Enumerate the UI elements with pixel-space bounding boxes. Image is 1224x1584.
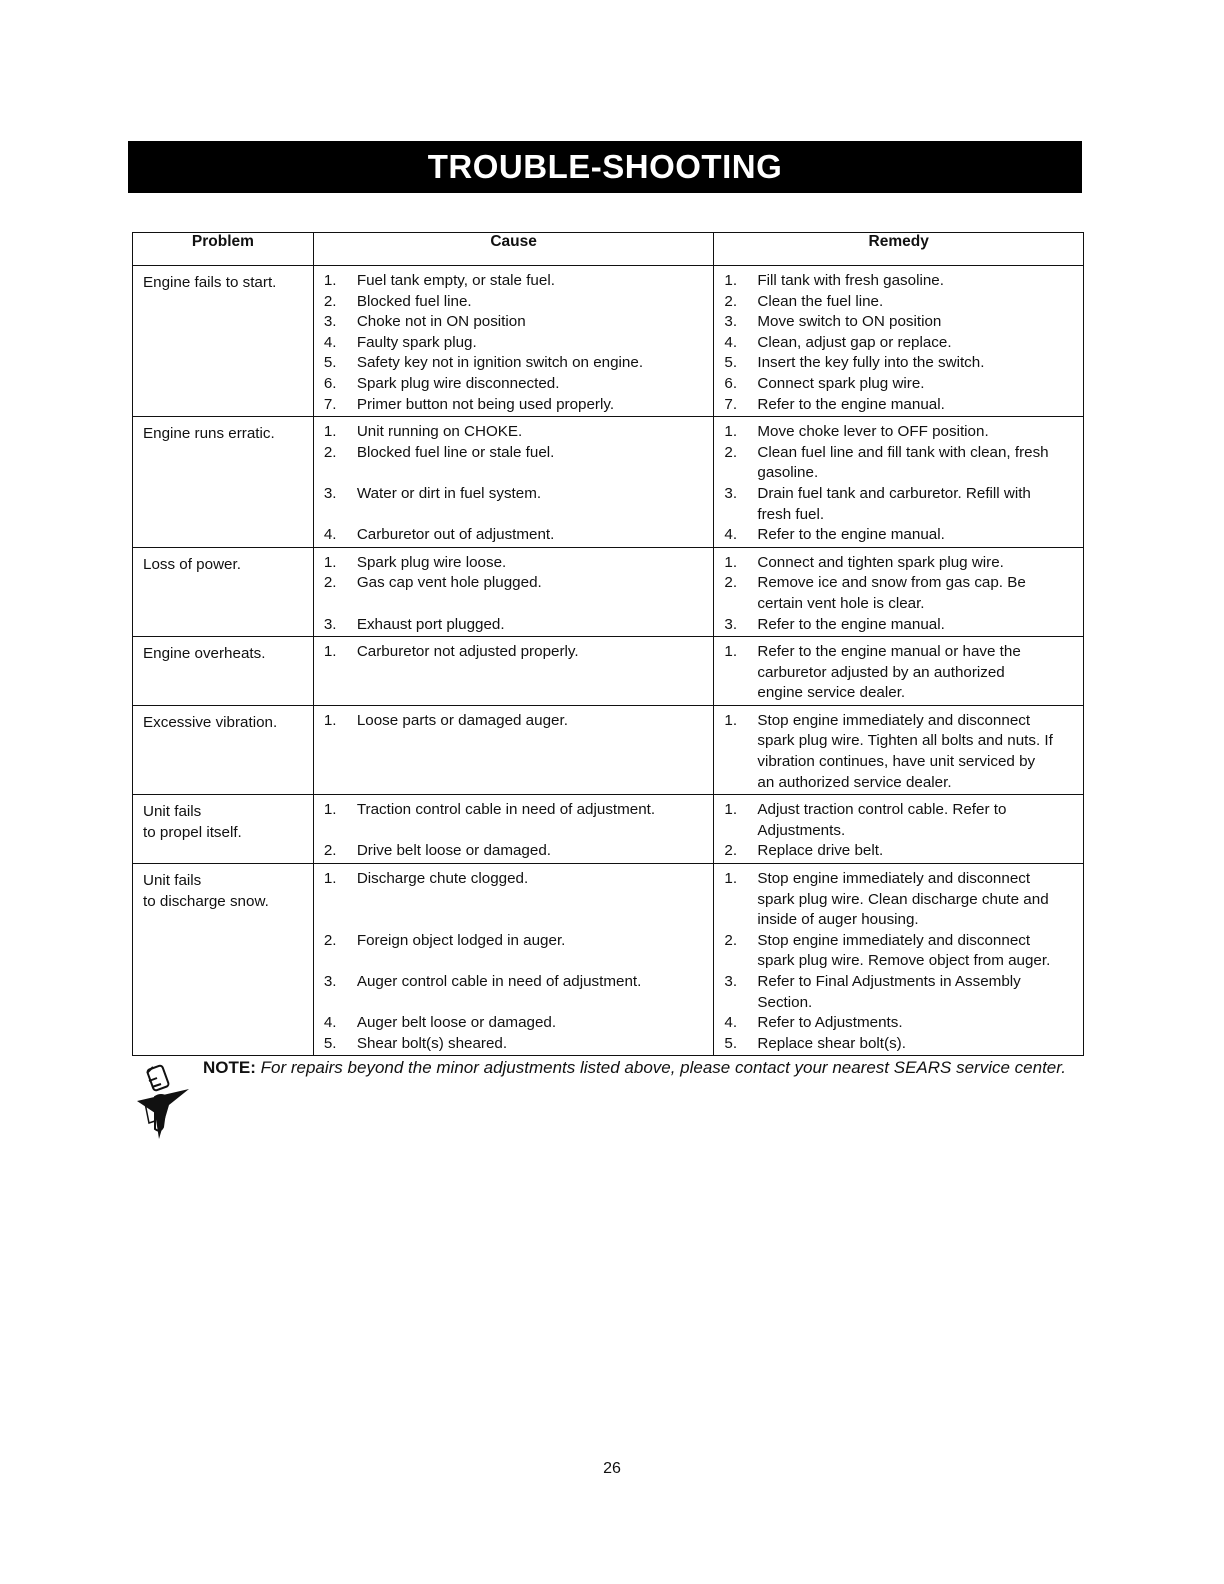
item-text xyxy=(757,333,1083,354)
item-number: 1. xyxy=(724,423,738,441)
item-number: 1. xyxy=(323,423,337,441)
item-text-line: Primer button not being used properly. xyxy=(356,395,615,413)
item-text-line: Insert the key fully into the switch. xyxy=(757,354,985,372)
item-text xyxy=(357,1013,714,1034)
item-text-line: Refer to the engine manual or have the xyxy=(757,643,1021,661)
item-number: 7. xyxy=(323,395,337,413)
list-item xyxy=(314,484,714,525)
item-text-line: Unit running on CHOKE. xyxy=(356,423,523,441)
item-number: 2. xyxy=(323,574,337,592)
page-number: 26 xyxy=(603,1460,621,1477)
list-item xyxy=(714,841,1083,862)
item-number: 4. xyxy=(323,526,337,544)
item-text-line: Move switch to ON position xyxy=(757,313,942,331)
cause-list xyxy=(314,548,714,636)
list-item xyxy=(314,1034,714,1055)
list-item xyxy=(314,972,714,1013)
item-number: 2. xyxy=(323,842,337,860)
remedy-list xyxy=(714,795,1083,863)
list-item xyxy=(314,353,714,374)
item-number: 3. xyxy=(323,615,337,633)
item-text xyxy=(357,292,714,313)
list-item xyxy=(714,271,1083,292)
item-text-line: Refer to Adjustments. xyxy=(757,1014,903,1032)
table-row xyxy=(133,705,1084,794)
item-text xyxy=(357,869,714,931)
item-text-line: gasoline. xyxy=(757,464,819,482)
list-item xyxy=(714,931,1083,972)
item-text xyxy=(757,395,1083,416)
item-text xyxy=(357,525,714,546)
remedy-list xyxy=(714,417,1083,547)
list-item xyxy=(714,553,1083,574)
item-number: 1. xyxy=(323,272,337,289)
item-text xyxy=(357,642,714,663)
item-number: 1. xyxy=(323,870,337,888)
list-item xyxy=(714,972,1083,1013)
list-item xyxy=(714,312,1083,333)
item-number: 5. xyxy=(724,1034,738,1052)
spacer xyxy=(357,910,710,931)
list-item xyxy=(314,615,714,636)
item-number: 4. xyxy=(323,333,337,351)
list-item xyxy=(714,642,1083,704)
item-text xyxy=(757,422,1083,443)
page-title: TROUBLE-SHOOTING xyxy=(128,141,1082,193)
item-text xyxy=(357,333,714,354)
item-text-line: Spark plug wire loose. xyxy=(356,553,507,571)
remedy-list xyxy=(714,266,1083,416)
remedy-cell xyxy=(714,795,1084,864)
remedy-list xyxy=(714,706,1083,794)
table-row xyxy=(133,864,1084,1056)
item-text-line: Refer to Final Adjustments in Assembly xyxy=(757,973,1021,990)
problem-text: Engine runs erratic. xyxy=(143,425,275,443)
problem-text: Loss of power. xyxy=(143,555,241,573)
note-paragraph xyxy=(203,1057,1081,1079)
problem-text: to propel itself. xyxy=(143,824,242,842)
item-text-line: Carburetor out of adjustment. xyxy=(356,526,555,544)
header-remedy: Remedy xyxy=(714,233,1084,266)
troubleshooting-table xyxy=(132,232,1084,1056)
item-text-line: Section. xyxy=(757,993,813,1011)
item-number: 7. xyxy=(724,395,738,413)
cause-list xyxy=(314,864,714,1055)
problem-text: Engine fails to start. xyxy=(143,274,277,291)
item-number: 2. xyxy=(323,292,337,310)
header-problem: Problem xyxy=(133,233,314,266)
item-text xyxy=(357,800,714,841)
list-item xyxy=(714,869,1083,931)
wrench-hand-icon xyxy=(137,1057,191,1139)
item-number: 3. xyxy=(323,973,337,990)
note-label: NOTE: xyxy=(203,1058,256,1077)
cause-list xyxy=(314,266,714,416)
cause-cell xyxy=(313,417,714,548)
cause-cell xyxy=(313,547,714,636)
item-text xyxy=(757,869,1083,931)
item-text-line: vibration continues, have unit serviced by xyxy=(757,753,1036,771)
item-number: 6. xyxy=(724,374,738,392)
item-text-line: Spark plug wire disconnected. xyxy=(356,374,560,392)
item-text-line: carburetor adjusted by an authorized xyxy=(757,663,1005,681)
item-text xyxy=(357,972,714,1013)
list-item xyxy=(714,711,1083,793)
item-text xyxy=(357,353,714,374)
item-text xyxy=(357,711,714,732)
item-text xyxy=(357,615,714,636)
item-text-line: Stop engine immediately and disconnect xyxy=(757,931,1031,949)
list-item xyxy=(714,395,1083,416)
item-text xyxy=(757,1034,1083,1055)
item-number: 2. xyxy=(724,443,738,461)
list-item xyxy=(714,573,1083,614)
cause-list xyxy=(314,706,714,733)
list-item xyxy=(314,800,714,841)
list-item xyxy=(314,292,714,313)
remedy-list xyxy=(714,637,1083,705)
problem-text: to discharge snow. xyxy=(143,893,269,911)
cause-cell xyxy=(313,705,714,794)
item-text xyxy=(757,525,1083,546)
item-text xyxy=(757,374,1083,395)
remedy-cell xyxy=(714,705,1084,794)
item-text xyxy=(357,841,714,862)
item-text xyxy=(757,353,1083,374)
item-text xyxy=(357,374,714,395)
item-text xyxy=(757,615,1083,636)
item-text-line: Clean fuel line and fill tank with clean, fresh xyxy=(757,443,1049,461)
item-text xyxy=(757,312,1083,333)
remedy-cell xyxy=(714,417,1084,548)
item-text-line: Remove ice and snow from gas cap. Be xyxy=(757,574,1026,592)
list-item xyxy=(314,1013,714,1034)
item-text-line: Connect spark plug wire. xyxy=(757,374,925,392)
item-text-line: Refer to the engine manual. xyxy=(757,395,945,413)
item-text-line: Water or dirt in fuel system. xyxy=(356,484,542,502)
item-number: 2. xyxy=(724,574,738,592)
note-text: For repairs beyond the minor adjustments listed above, please contact your nearest SEARS service center. xyxy=(260,1058,1067,1077)
list-item xyxy=(314,312,714,333)
item-number: 3. xyxy=(724,484,738,502)
list-item xyxy=(314,443,714,484)
problem-text: Unit fails xyxy=(143,803,202,821)
item-number: 4. xyxy=(724,526,738,544)
item-text-line: Clean the fuel line. xyxy=(757,292,884,310)
problem-cell xyxy=(133,266,314,417)
list-item xyxy=(314,422,714,443)
item-text xyxy=(757,841,1083,862)
item-text-line: Auger control cable in need of adjustment. xyxy=(356,973,642,990)
remedy-list xyxy=(714,864,1083,1055)
list-item xyxy=(314,841,714,862)
item-text-line: Drain fuel tank and carburetor. Refill with xyxy=(757,484,1031,502)
item-number: 1. xyxy=(323,801,337,819)
spacer xyxy=(357,951,710,972)
item-text-line: Blocked fuel line. xyxy=(356,292,472,310)
list-item xyxy=(714,1034,1083,1055)
item-number: 6. xyxy=(323,374,337,392)
item-number: 3. xyxy=(724,973,738,990)
problem-text: Unit fails xyxy=(143,872,202,890)
header-cause: Cause xyxy=(313,233,714,266)
item-number: 3. xyxy=(323,313,337,331)
table-row xyxy=(133,547,1084,636)
item-text-line: Move choke lever to OFF position. xyxy=(757,423,989,441)
problem-text: Engine overheats. xyxy=(143,645,266,663)
item-number: 3. xyxy=(724,313,738,331)
problem-cell xyxy=(133,637,314,706)
item-text xyxy=(757,711,1083,793)
item-text xyxy=(357,395,714,416)
list-item xyxy=(314,573,714,614)
item-number: 4. xyxy=(724,333,738,351)
item-text-line: Adjust traction control cable. Refer to xyxy=(757,801,1007,819)
item-text xyxy=(757,642,1083,704)
item-text-line: Fuel tank empty, or stale fuel. xyxy=(356,272,555,289)
item-text xyxy=(757,800,1083,841)
item-number: 3. xyxy=(323,484,337,502)
list-item xyxy=(314,333,714,354)
item-text xyxy=(757,573,1083,614)
item-number: 5. xyxy=(323,1034,337,1052)
item-number: 1. xyxy=(724,643,738,661)
remedy-cell xyxy=(714,547,1084,636)
item-text-line: Choke not in ON position xyxy=(356,313,526,331)
item-text-line: Refer to the engine manual. xyxy=(757,615,945,633)
item-text-line: Drive belt loose or damaged. xyxy=(356,842,551,860)
list-item xyxy=(314,525,714,546)
table-row xyxy=(133,795,1084,864)
item-text-line: Auger belt loose or damaged. xyxy=(356,1014,557,1032)
item-text-line: an authorized service dealer. xyxy=(757,773,952,791)
item-text-line: Shear bolt(s) sheared. xyxy=(356,1034,508,1052)
item-text-line: certain vent hole is clear. xyxy=(757,594,925,612)
item-text-line: Exhaust port plugged. xyxy=(356,615,505,633)
item-number: 2. xyxy=(323,931,337,949)
problem-cell xyxy=(133,795,314,864)
item-text-line: Stop engine immediately and disconnect xyxy=(757,870,1031,888)
item-text xyxy=(357,312,714,333)
item-text-line: Traction control cable in need of adjustment. xyxy=(356,801,656,819)
item-number: 3. xyxy=(724,615,738,633)
item-number: 4. xyxy=(724,1014,738,1032)
cause-cell xyxy=(313,795,714,864)
list-item xyxy=(314,395,714,416)
item-text-line: Replace shear bolt(s). xyxy=(757,1034,906,1052)
table-row xyxy=(133,637,1084,706)
item-text xyxy=(757,271,1083,292)
remedy-cell xyxy=(714,266,1084,417)
item-number: 1. xyxy=(724,711,738,729)
cause-list xyxy=(314,795,714,863)
list-item xyxy=(714,353,1083,374)
list-item xyxy=(714,292,1083,313)
item-text xyxy=(757,972,1083,1013)
item-text xyxy=(357,484,714,525)
item-number: 2. xyxy=(323,443,337,461)
spacer xyxy=(357,890,710,911)
item-text xyxy=(757,484,1083,525)
item-text-line: fresh fuel. xyxy=(757,505,825,523)
item-text-line: spark plug wire. Remove object from auger. xyxy=(757,952,1051,970)
item-text-line: Adjustments. xyxy=(757,821,846,839)
cause-list xyxy=(314,417,714,547)
list-item xyxy=(714,525,1083,546)
spacer xyxy=(357,463,710,484)
item-text-line: Gas cap vent hole plugged. xyxy=(356,574,542,592)
item-text xyxy=(357,931,714,972)
item-number: 2. xyxy=(724,292,738,310)
list-item xyxy=(314,553,714,574)
item-text-line: Clean, adjust gap or replace. xyxy=(757,333,952,351)
table-row xyxy=(133,266,1084,417)
list-item xyxy=(714,1013,1083,1034)
item-text-line: Fill tank with fresh gasoline. xyxy=(757,272,944,289)
item-number: 1. xyxy=(724,801,738,819)
item-text xyxy=(357,271,714,292)
item-number: 1. xyxy=(724,553,738,571)
table-header-row xyxy=(133,233,1084,266)
problem-cell xyxy=(133,864,314,1056)
remedy-cell xyxy=(714,637,1084,706)
list-item xyxy=(314,869,714,931)
item-text-line: Safety key not in ignition switch on engine. xyxy=(356,354,644,372)
item-text-line: inside of auger housing. xyxy=(757,911,919,929)
item-number: 5. xyxy=(724,354,738,372)
list-item xyxy=(314,271,714,292)
item-text xyxy=(357,422,714,443)
item-number: 1. xyxy=(323,553,337,571)
item-text-line: spark plug wire. Clean discharge chute and xyxy=(757,890,1049,908)
item-text-line: Carburetor not adjusted properly. xyxy=(356,643,579,661)
item-text xyxy=(357,573,714,614)
list-item xyxy=(714,615,1083,636)
list-item xyxy=(314,374,714,395)
cause-list xyxy=(314,637,714,664)
item-text-line: Stop engine immediately and disconnect xyxy=(757,711,1031,729)
item-text-line: Connect and tighten spark plug wire. xyxy=(757,553,1004,571)
remedy-cell xyxy=(714,864,1084,1056)
item-text xyxy=(757,553,1083,574)
item-text-line: Faulty spark plug. xyxy=(356,333,477,351)
list-item xyxy=(314,931,714,972)
item-text-line: Blocked fuel line or stale fuel. xyxy=(356,443,555,461)
item-text xyxy=(757,1013,1083,1034)
spacer xyxy=(357,594,710,615)
item-text-line: Foreign object lodged in auger. xyxy=(356,931,566,949)
list-item xyxy=(714,800,1083,841)
cause-cell xyxy=(313,637,714,706)
item-text-line: Replace drive belt. xyxy=(757,842,884,860)
item-number: 1. xyxy=(323,643,337,661)
spacer xyxy=(357,505,710,526)
item-text-line: Loose parts or damaged auger. xyxy=(356,711,568,729)
table-row xyxy=(133,417,1084,548)
item-number: 2. xyxy=(724,842,738,860)
item-text-line: spark plug wire. Tighten all bolts and nuts. If xyxy=(757,732,1053,750)
spacer xyxy=(357,993,710,1014)
table-body xyxy=(133,266,1084,1056)
cause-cell xyxy=(313,266,714,417)
item-text xyxy=(357,553,714,574)
item-text-line: Discharge chute clogged. xyxy=(356,870,529,888)
item-text xyxy=(357,443,714,484)
list-item xyxy=(714,422,1083,443)
item-number: 5. xyxy=(323,354,337,372)
cause-cell xyxy=(313,864,714,1056)
item-number: 1. xyxy=(724,272,738,289)
list-item xyxy=(714,374,1083,395)
item-number: 1. xyxy=(323,711,337,729)
item-number: 2. xyxy=(724,931,738,949)
item-text xyxy=(757,443,1083,484)
remedy-list xyxy=(714,548,1083,636)
item-number: 4. xyxy=(323,1014,337,1032)
list-item xyxy=(714,484,1083,525)
list-item xyxy=(714,443,1083,484)
spacer xyxy=(357,821,710,842)
item-text xyxy=(757,931,1083,972)
item-text xyxy=(357,1034,714,1055)
problem-cell xyxy=(133,705,314,794)
problem-text: Excessive vibration. xyxy=(143,713,278,731)
list-item xyxy=(714,333,1083,354)
list-item xyxy=(314,642,714,663)
item-number: 1. xyxy=(724,870,738,888)
list-item xyxy=(314,711,714,732)
item-text-line: engine service dealer. xyxy=(757,684,906,702)
item-text-line: Refer to the engine manual. xyxy=(757,526,945,544)
problem-cell xyxy=(133,547,314,636)
item-text xyxy=(757,292,1083,313)
problem-cell xyxy=(133,417,314,548)
